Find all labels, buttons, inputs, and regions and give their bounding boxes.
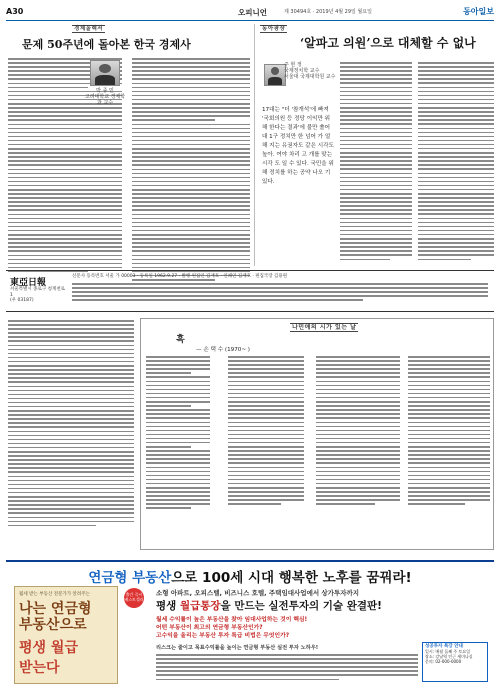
poem-section-title: 나민애의 시가 있는 날 xyxy=(292,324,357,331)
poem-author: — 손 택 수 (1970~ ) xyxy=(196,347,250,353)
ad-line4: 리스크는 줄이고 목표수익률을 높이는 연금형 부동산 실전 투자 노하우! xyxy=(156,645,319,651)
section-title: 오피니언 xyxy=(238,8,267,17)
book-title: 나는 연금형 부동산으로 xyxy=(19,601,92,633)
left-author-caption: 박 종 민 고려대학교 경제학과 교수 xyxy=(84,88,126,106)
column-tag-right: 동아광장 xyxy=(262,26,286,32)
book-cover-tagline: 월세 받는 부동산 전문가가 알려주는 xyxy=(19,592,90,597)
issue-date: 제 30494호 · 2019년 4월 29일 월요일 xyxy=(284,9,372,15)
book-cover xyxy=(14,586,118,684)
book-title-2: 평생 월급 받는다 xyxy=(19,640,78,676)
column-divider xyxy=(254,24,255,266)
right-headline: ‘알파고 의원’으로 대체할 수 없나 xyxy=(300,36,476,50)
left-author-photo xyxy=(90,60,120,86)
right-body-col2 xyxy=(418,62,494,263)
poem-commentary-col2 xyxy=(316,356,400,507)
ad-line2: 평생 월급통장을 만드는 실전투자의 기술 완결판! xyxy=(156,600,382,612)
poem-title: 흑 xyxy=(176,335,185,345)
publisher-name: 東亞日報 xyxy=(10,278,47,288)
right-pull-quote: 17대는 "더 '참개석'에 빠져 '국회의원 등 정당 이익만 위해 한다는 결과'에 불만 쏠어 대 1구 정치만 한 넘어 가 얼해 지는 유권자도 같은 시각도 높아. 여야 차리 고 개를 맞는 시각 도 일 수 있다. 국민을 위해 정치를 하는 공약 나오 기 있다. xyxy=(262,107,334,185)
left-body-col2 xyxy=(132,58,250,283)
publisher-address: 서울특별시 종로구 청계천로 1 (우 03187) xyxy=(10,287,66,303)
page-number: A30 xyxy=(6,7,24,16)
left-headline: 문제 50주년에 돌아본 한국 경제사 xyxy=(22,38,191,51)
ad-headline: 연금형 부동산으로 100세 시대 행복한 노후를 꿈꿔라! xyxy=(88,570,412,586)
poem-commentary-col3 xyxy=(408,356,490,507)
publisher-info: 신문사 등록번호 서울 가 00003 · 등록일 1962.9.27 · 발행·편집인 김재호 · 인쇄인 김재호 · 편집국장 김용원 xyxy=(72,274,288,279)
ad-line3: 월세 수익률이 높은 부동산을 찾아 임대사업하는 것이 핵심! 어떤 부동산이 최고의 연금형 부동산인가? 고수익을 올리는 부동산 투자 특급 비법은 무엇인가? xyxy=(156,617,308,639)
header-rule xyxy=(6,20,494,21)
right-body-col1 xyxy=(340,62,412,263)
poem-commentary-col1 xyxy=(228,356,304,507)
page-header xyxy=(6,6,494,18)
column-tag-left: 경제올렉서 xyxy=(74,26,104,32)
publisher-details xyxy=(72,283,488,303)
left-bottom-text xyxy=(8,320,134,529)
ad-line1: 소형 아파트, 오피스텔, 비즈니스 호텔, 주택임대사업에서 상가투자까지 xyxy=(156,589,360,597)
bestseller-badge: 출간 즉시 베스트셀러 xyxy=(124,588,144,608)
poem-text xyxy=(146,356,210,512)
seminar-promo-box xyxy=(422,642,488,682)
publisher-box xyxy=(6,270,494,312)
promo-body: 일시: 매월 둘째 주 토요일 장소: 강남역 인근 세미나실 문의: 02-000-0000 xyxy=(425,649,473,664)
right-author-caption: 주 현 정 국제정치학 교수 서울대 국제대학원 교수 xyxy=(284,62,336,80)
right-author-photo xyxy=(264,64,286,86)
newspaper-logo: 동아일보 xyxy=(463,6,494,16)
ad-body-text xyxy=(156,654,418,683)
promo-title: 성공투자 특강 안내 xyxy=(425,644,463,649)
book-advertisement xyxy=(6,560,494,686)
